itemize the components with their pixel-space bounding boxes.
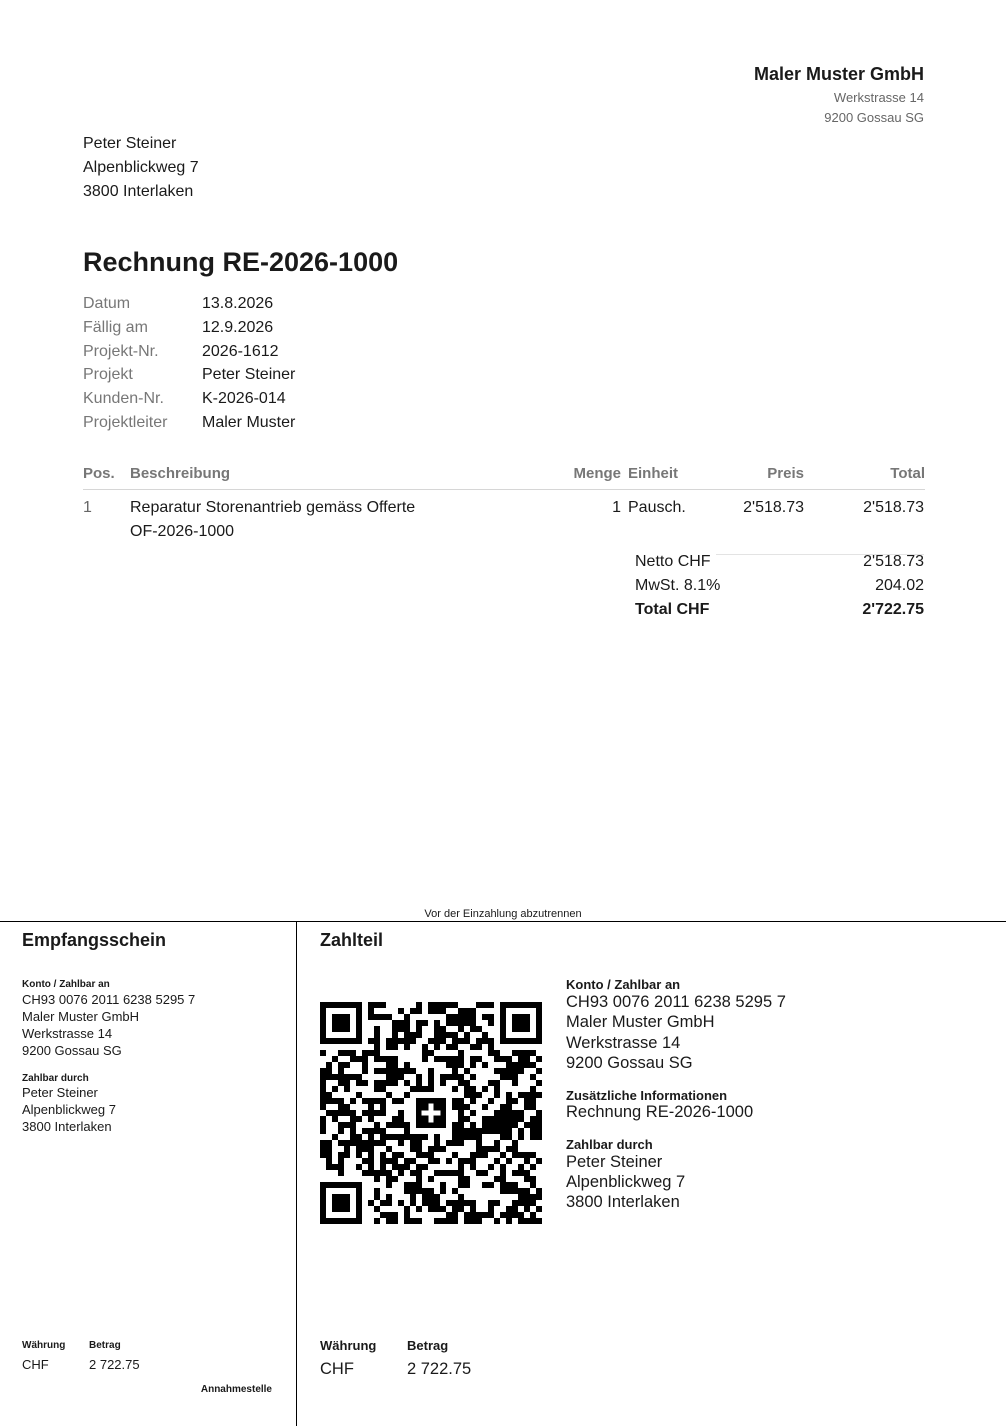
perforation-line-vertical xyxy=(296,921,297,1426)
receipt-amount: 2 722.75 xyxy=(89,1357,140,1372)
row-total: 2'518.73 xyxy=(863,499,924,516)
col-header-total: Total xyxy=(890,465,925,482)
payment-creditor-street: Werkstrasse 14 xyxy=(566,1034,681,1052)
payment-additional-info-label: Zusätzliche Informationen xyxy=(566,1088,728,1103)
meta-value-project: Peter Steiner xyxy=(202,366,296,383)
payment-amount-label: Betrag xyxy=(407,1338,449,1353)
payment-debtor-street: Alpenblickweg 7 xyxy=(566,1173,686,1191)
recipient-name: Peter Steiner xyxy=(83,135,177,152)
payment-iban: CH93 0076 2011 6238 5295 7 xyxy=(566,993,786,1011)
receipt-amount-label: Betrag xyxy=(89,1340,121,1351)
receipt-creditor-city: 9200 Gossau SG xyxy=(22,1043,122,1058)
separator-text: Vor der Einzahlung abzutrennen xyxy=(424,908,582,920)
meta-label-customer-no: Kunden-Nr. xyxy=(83,390,164,407)
net-label: Netto CHF xyxy=(635,553,711,570)
vat-label: MwSt. 8.1% xyxy=(635,577,721,594)
meta-label-due: Fällig am xyxy=(83,319,148,336)
net-value: 2'518.73 xyxy=(863,553,924,570)
row-pos: 1 xyxy=(83,499,92,516)
meta-value-customer-no: K-2026-014 xyxy=(202,390,286,407)
row-description-ref: OF-2026-1000 xyxy=(130,523,235,540)
recipient-city: 3800 Interlaken xyxy=(83,183,194,200)
col-header-quantity: Menge xyxy=(573,465,621,482)
payment-creditor-name: Maler Muster GmbH xyxy=(566,1013,715,1031)
meta-label-project-no: Projekt-Nr. xyxy=(83,343,159,360)
row-quantity: 1 xyxy=(612,499,621,516)
perforation-line-horizontal xyxy=(0,921,1006,922)
receipt-currency-label: Währung xyxy=(22,1340,66,1351)
payment-creditor-city: 9200 Gossau SG xyxy=(566,1054,693,1072)
receipt-debtor-city: 3800 Interlaken xyxy=(22,1119,112,1134)
payment-part-title: Zahlteil xyxy=(320,930,384,950)
meta-value-date: 13.8.2026 xyxy=(202,295,274,312)
sender-city: 9200 Gossau SG xyxy=(824,110,924,125)
receipt-debtor-name: Peter Steiner xyxy=(22,1085,98,1100)
receipt-debtor-street: Alpenblickweg 7 xyxy=(22,1102,116,1117)
payment-currency: CHF xyxy=(320,1360,354,1378)
receipt-creditor-street: Werkstrasse 14 xyxy=(22,1026,113,1041)
row-unit: Pausch. xyxy=(628,499,686,516)
invoice-title: Rechnung RE-2026-1000 xyxy=(83,247,399,277)
col-header-pos: Pos. xyxy=(83,465,115,482)
sender-street: Werkstrasse 14 xyxy=(833,90,924,105)
table-header-divider xyxy=(83,489,925,490)
receipt-payable-by-label: Zahlbar durch xyxy=(22,1073,89,1084)
receipt-iban: CH93 0076 2011 6238 5295 7 xyxy=(22,992,196,1007)
row-price: 2'518.73 xyxy=(743,499,804,516)
payment-debtor-name: Peter Steiner xyxy=(566,1153,663,1171)
total-label: Total CHF xyxy=(635,601,710,618)
receipt-currency: CHF xyxy=(22,1357,49,1372)
meta-value-due: 12.9.2026 xyxy=(202,319,274,336)
meta-value-project-no: 2026-1612 xyxy=(202,343,279,360)
meta-label-project: Projekt xyxy=(83,366,133,383)
total-value: 2'722.75 xyxy=(862,601,924,618)
receipt-acceptance-point: Annahmestelle xyxy=(200,1384,272,1395)
payment-additional-info: Rechnung RE-2026-1000 xyxy=(566,1103,754,1121)
payment-debtor-city: 3800 Interlaken xyxy=(566,1193,680,1211)
row-description: Reparatur Storenantrieb gemäss Offerte xyxy=(130,499,416,516)
sender-name: Maler Muster GmbH xyxy=(753,64,924,84)
payment-currency-label: Währung xyxy=(320,1338,377,1353)
vat-value: 204.02 xyxy=(875,577,924,594)
col-header-unit: Einheit xyxy=(628,465,679,482)
col-header-description: Beschreibung xyxy=(130,465,231,482)
receipt-title: Empfangsschein xyxy=(22,930,167,950)
payment-amount: 2 722.75 xyxy=(407,1360,472,1378)
payment-payable-by-label: Zahlbar durch xyxy=(566,1137,653,1152)
swiss-qr-code-icon xyxy=(320,1002,542,1224)
meta-value-project-lead: Maler Muster xyxy=(202,414,296,431)
receipt-account-label: Konto / Zahlbar an xyxy=(22,979,110,990)
meta-label-project-lead: Projektleiter xyxy=(83,414,168,431)
payment-account-label: Konto / Zahlbar an xyxy=(566,977,681,992)
recipient-street: Alpenblickweg 7 xyxy=(83,159,199,176)
receipt-creditor-name: Maler Muster GmbH xyxy=(22,1009,140,1024)
col-header-price: Preis xyxy=(767,465,804,482)
meta-label-date: Datum xyxy=(83,295,131,312)
